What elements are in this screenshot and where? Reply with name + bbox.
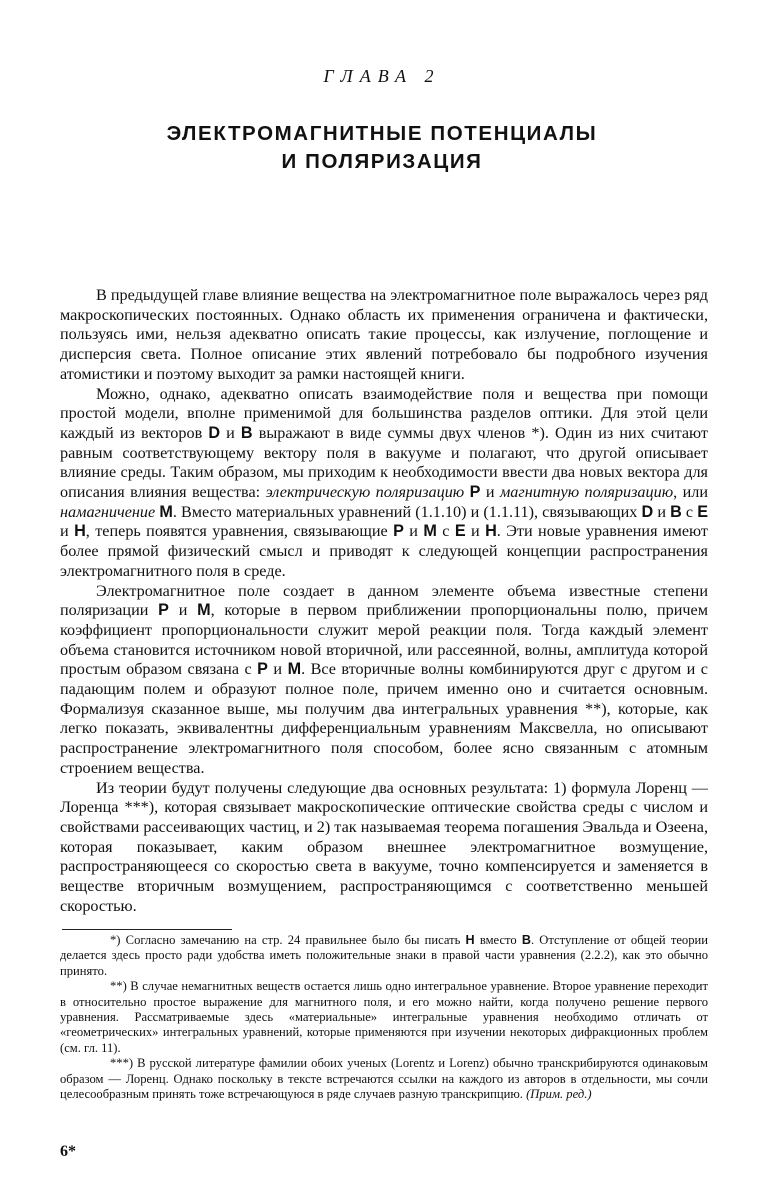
footnotes — [60, 933, 708, 1102]
editor-note: (Прим. ред.) — [526, 1087, 592, 1102]
vector-h: H — [485, 522, 497, 541]
term-magnetization: намагничение — [60, 502, 156, 521]
chapter-label: ГЛАВА 2 — [323, 66, 441, 86]
p3-text-5: . Все вторичные волны комбинируются друг с другом и с падающим полем и образуют полное поле, причем именно оно и считается основным. Формализуя сказанное выше, мы получим два интегральных уравнения **), которые, как легко показать, эквивалентны дифференциальным уравнениям Максвелла, но описывают распространение электромагнитного поля способом, более ясно связанным с атомным строением вещества. — [60, 660, 708, 777]
p2-text-7: и — [653, 502, 671, 521]
p3-text-1: Электромагнитное поле создает в данном элементе объема известные степени поляризации — [60, 581, 708, 620]
vector-m: M — [423, 522, 437, 541]
p2-text-4: и — [480, 483, 500, 502]
vector-h: H — [465, 933, 475, 947]
footnote-3 — [60, 1056, 708, 1102]
term-magnetic-polarization: магнитную поляризацию — [499, 483, 674, 502]
paragraph-4: Из теории будут получены следующие два основных результата: 1) формула Лоренц — Лоренца ***), которая связывает макроскопические оптические свойства среды с числом и свойствами рассеивающих частиц, и 2) так называемая теорема погашения Эвальда и Озеена, которая показывает, каким образом внешнее электромагнитное возмущение, распространяющееся со скоростью света в вакууме, точно компенсируется и заменяется в веществе вторичным возмущением, распространяющимся с соответственно меньшей скоростью. — [60, 778, 708, 915]
main-text — [60, 286, 708, 917]
p2-text-12: с — [436, 522, 455, 541]
vector-b: B — [670, 502, 682, 521]
paragraph-1: В предыдущей главе влияние вещества на электромагнитное поле выражалось через ряд макроскопических постоянных. Однако область их применения ограничена и фактически, пользуясь ими, нельзя адекватно описать такие процессы, как излучение, поглощение и дисперсия света. Полное описание этих явлений потребовало бы подробного изучения атомистики и поэтому выходит за рамки настоящей книги. — [60, 286, 708, 383]
vector-m: M — [287, 660, 302, 679]
p2-text-2: и — [220, 423, 241, 442]
p2-text-6: . Вместо материальных уравнений (1.1.10) и (1.1.11), связывающих — [172, 502, 642, 521]
p2-text-8: с — [681, 502, 698, 521]
paragraph-2 — [60, 385, 708, 582]
footnote-2: **) В случае немагнитных веществ остается лишь одно интегральное уравнение. Второе уравнение переходит в относительно простое выражение для магнитного поля, и его можно найти, когда получено решение первого уравнения. Рассматриваемые здесь «материальные» интегральные уравнения необходимо отличать от «геометрических» интегральных уравнений, которые применяются при изучении некоторых дифракционных проблем (см. гл. 11). — [60, 979, 708, 1055]
fn1-text-3: . Отступление от общей теории делается здесь просто ради удобства иметь положительные знаки в правой части уравнения (2.2.2), как это обычно принято. — [60, 933, 709, 978]
chapter-title-line-1: ЭЛЕКТРОМАГНИТНЫЕ ПОТЕНЦИАЛЫ — [166, 122, 598, 145]
vector-p: P — [469, 483, 481, 502]
vector-d: D — [641, 502, 654, 521]
p2-text-14: . Эти новые уравнения имеют более прямой физический смысл и приводят к следующей концепции распространения электромагнитного поля в среде. — [60, 522, 708, 580]
vector-m: M — [159, 502, 173, 521]
p2-text-9: и — [60, 522, 75, 541]
vector-h: H — [74, 522, 86, 541]
p2-text-10: , теперь появятся уравнения, связывающие — [85, 522, 394, 541]
paragraph-3 — [60, 582, 708, 779]
vector-e: E — [697, 502, 709, 521]
fn1-text-1: *) Согласно замечанию на стр. 24 правильнее было бы писать — [110, 933, 466, 947]
fn1-text-2: вместо — [474, 933, 522, 947]
vector-p: P — [158, 601, 169, 620]
vector-p: P — [393, 522, 404, 541]
term-electric-polarization: электрическую поляризацию — [265, 483, 465, 502]
p3-text-4: и — [267, 660, 288, 679]
vector-m: M — [197, 601, 211, 620]
p2-text-5: , или — [673, 483, 708, 502]
p2-text-13: и — [465, 522, 486, 541]
p2-text-11: и — [403, 522, 424, 541]
p2-text-3: выражают в виде суммы двух членов *). Один из них считают равным соответствующему вектору поля в вакууме и полагают, что другой описывает влияние среды. Таким образом, мы приходим к необходимости ввести два новых вектора для описания влияния вещества: — [60, 423, 708, 502]
footnote-1 — [60, 933, 708, 979]
p3-text-2: и — [168, 601, 198, 620]
footnote-divider — [62, 929, 232, 930]
vector-b: B — [240, 423, 253, 442]
page-number: 6* — [60, 1143, 76, 1160]
p2-text-1: Можно, однако, адекватно описать взаимодействие поля и вещества при помощи простой модели, вполне применимой для большинства разделов оптики. Для этой цели каждый из векторов — [60, 384, 708, 442]
vector-d: D — [208, 423, 221, 442]
p3-text-3: , которые в первом приближении пропорциональны полю, причем коэффициент пропорциональности служит мерой реакции поля. Тогда каждый элемент объема становится источником новой вторичной, или рассеянной, волны, амплитуда которой простым образом связана с — [60, 601, 708, 679]
vector-e: E — [454, 522, 466, 541]
fn3-text: ***) В русской литературе фамилии обоих ученых (Lorentz и Lorenz) обычно транскрибируются одинаковым образом — Лоренц. Однако поскольку в тексте встречаются ссылки на каждого из авторов в отдельности, мы сочли целесообразным принять тоже встречающуюся в ряде случаев разную транскрипцию. — [60, 1056, 708, 1102]
vector-p: P — [257, 660, 268, 679]
chapter-title — [0, 120, 764, 176]
chapter-title-line-2: И ПОЛЯРИЗАЦИЯ — [281, 150, 483, 173]
vector-b: B — [521, 933, 531, 947]
